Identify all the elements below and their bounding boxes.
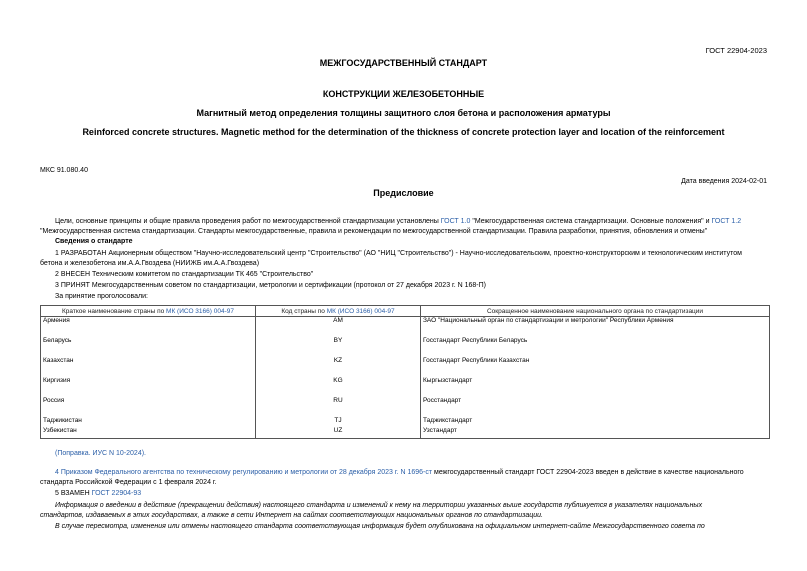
col-country-header: Краткое наименование страны по МК (ИСО 3166) 004-97	[41, 306, 256, 317]
mks-code: МКС 91.080.40	[40, 167, 88, 174]
table-row	[41, 377, 770, 397]
item-5: 5 ВЗАМЕН ГОСТ 22904-93	[55, 490, 142, 497]
order-link[interactable]: 4 Приказом Федерального агентства по техническому регулированию и метрологии от 28 декабря 2023 г. N 1696-ст	[55, 469, 433, 476]
item-2: 2 ВНЕСЕН Техническим комитетом по стандартизации ТК 465 "Строительство"	[55, 271, 314, 278]
table-row	[41, 357, 770, 377]
country-cell: Узбекистан	[41, 427, 256, 439]
mk-iso-link[interactable]: МК (ИСО 3166) 004-97	[326, 307, 395, 315]
info-heading: Сведения о стандарте	[55, 238, 133, 245]
gost-1-2-link[interactable]: ГОСТ 1.2	[711, 218, 742, 225]
intro-date: Дата введения 2024-02-01	[681, 178, 767, 185]
col-code-header: Код страны по МК (ИСО 3166) 004-97	[256, 306, 421, 317]
country-cell: Казахстан	[41, 357, 256, 377]
mk-iso-link[interactable]: МК (ИСО 3166) 004-97	[166, 307, 234, 315]
body-cell: Кыргызстандарт	[421, 377, 770, 397]
code-cell: RU	[256, 397, 421, 417]
col-body-header: Сокращенное наименование национального органа по стандартизации	[421, 306, 770, 317]
standard-type: МЕЖГОСУДАРСТВЕННЫЙ СТАНДАРТ	[319, 58, 488, 68]
item-1-cont: бетона и железобетона им.А.А.Гвоздева (НИИЖБ им.А.А.Гвоздева)	[40, 260, 260, 267]
gost-22904-93-link[interactable]: ГОСТ 22904-93	[91, 490, 142, 497]
document-subtitle: Магнитный метод определения толщины защитного слоя бетона и расположения арматуры	[196, 108, 611, 118]
preface-paragraph-cont: "Межгосударственная система стандартизации. Стандарты межгосударственные, правила и рекомендации по межгосударственной стандартизации. Правила разработки, принятия, обновления и отмены"	[40, 228, 708, 235]
item-1: 1 РАЗРАБОТАН Акционерным обществом "Научно-исследовательский центр "Строительство" (АО "НИЦ "Строительство") - Научно-исследовательским, проектно-конструкторским и технологическим институтом	[55, 250, 742, 257]
country-cell: Таджикистан	[41, 417, 256, 427]
gost-code: ГОСТ 22904-2023	[705, 46, 767, 55]
country-cell: Киргизия	[41, 377, 256, 397]
country-cell: Беларусь	[41, 337, 256, 357]
body-cell: Госстандарт Республики Казахстан	[421, 357, 770, 377]
code-cell: TJ	[256, 417, 421, 427]
document-title-en: Reinforced concrete structures. Magnetic method for the determination of the thickness of concrete protection layer and location of the reinforcement	[82, 127, 725, 137]
document-title: КОНСТРУКЦИИ ЖЕЛЕЗОБЕТОННЫЕ	[322, 89, 485, 99]
table-row	[41, 427, 770, 439]
country-cell: Россия	[41, 397, 256, 417]
body-cell: Таджикстандарт	[421, 417, 770, 427]
body-cell: Росстандарт	[421, 397, 770, 417]
item-3: 3 ПРИНЯТ Межгосударственным советом по стандартизации, метрологии и сертификации (протокол от 27 декабря 2023 г. N 168-П)	[55, 282, 486, 289]
body-cell: Узстандарт	[421, 427, 770, 439]
table-row	[41, 337, 770, 357]
code-cell: KZ	[256, 357, 421, 377]
member-states-table	[40, 305, 770, 439]
amendment-link[interactable]: (Поправка. ИУС N 10-2024).	[55, 450, 146, 457]
item-4-cont: стандарта Российской Федерации с 1 февраля 2024 г.	[40, 479, 217, 486]
code-cell: AM	[256, 317, 421, 338]
item-4: 4 Приказом Федерального агентства по техническому регулированию и метрологии от 28 декабря 2023 г. N 1696-ст межгосударственный стандарт ГОСТ 22904-2023 введен в действие в качестве национального	[55, 469, 744, 476]
country-cell: Армения	[41, 317, 256, 338]
table-row	[41, 417, 770, 427]
preface-heading: Предисловие	[373, 188, 434, 198]
info-paragraph-cont: стандартов, издаваемых в этих государствах, а также в сети Интернет на сайтах соответствующих национальных органов по стандартизации.	[40, 512, 543, 519]
gost-1-0-link[interactable]: ГОСТ 1.0	[440, 218, 471, 225]
voted-label: За принятие проголосовали:	[55, 293, 148, 300]
table-header-row	[41, 306, 770, 317]
body-cell: ЗАО "Национальный орган по стандартизации и метрологии" Республики Армения	[421, 317, 770, 338]
table-row	[41, 397, 770, 417]
revision-paragraph: В случае пересмотра, изменения или отмены настоящего стандарта соответствующая информация будет опубликована на официальном интернет-сайте Межгосударственного совета по	[55, 523, 705, 530]
body-cell: Госстандарт Республики Беларусь	[421, 337, 770, 357]
table-row	[41, 317, 770, 338]
code-cell: KG	[256, 377, 421, 397]
preface-paragraph: Цели, основные принципы и общие правила проведения работ по межгосударственной стандартизации установлены ГОСТ 1.0 "Межгосударственная система стандартизации. Основные положения" и ГОСТ 1.2	[55, 218, 742, 225]
code-cell: BY	[256, 337, 421, 357]
info-paragraph: Информация о введении в действие (прекращении действия) настоящего стандарта и изменений к нему на территории указанных выше государств публикуется в указателях национальных	[55, 502, 703, 509]
code-cell: UZ	[256, 427, 421, 439]
